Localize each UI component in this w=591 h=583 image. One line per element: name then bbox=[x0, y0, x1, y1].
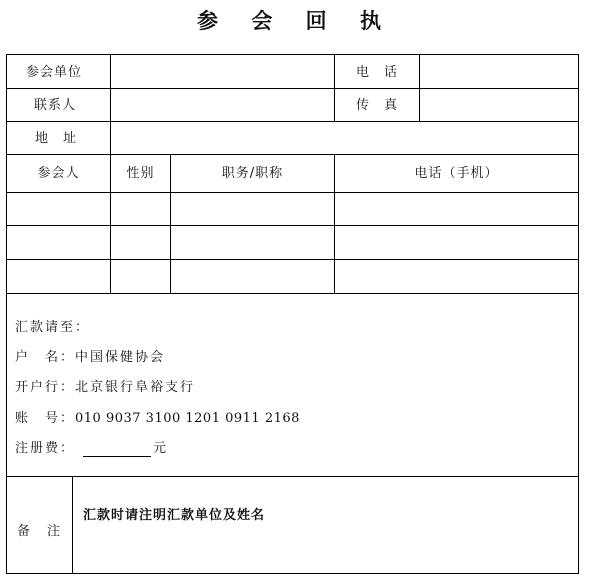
bank-label: 开户行： bbox=[15, 380, 76, 395]
attendee-gender-cell[interactable] bbox=[111, 260, 169, 292]
fee-unit: 元 bbox=[153, 441, 169, 456]
account-no-value: 010 9037 3100 1201 0911 2168 bbox=[75, 411, 300, 426]
remarks-label: 备 注 bbox=[17, 524, 63, 539]
attendee-header-name: 参会人 bbox=[37, 166, 80, 181]
attendee-gender-cell[interactable] bbox=[111, 193, 169, 224]
bank-line bbox=[15, 380, 195, 396]
contact-label: 联系人 bbox=[34, 98, 77, 113]
attendee-name-cell[interactable] bbox=[8, 193, 109, 224]
row-divider bbox=[7, 293, 578, 294]
attendee-title-cell[interactable] bbox=[171, 260, 333, 292]
reply-form-table bbox=[6, 54, 579, 574]
attendee-mobile-cell[interactable] bbox=[335, 226, 577, 258]
account-name-line bbox=[15, 350, 165, 366]
address-label: 地 址 bbox=[35, 131, 78, 146]
contact-field[interactable] bbox=[111, 89, 333, 120]
remarks-text: 汇款时请注明汇款单位及姓名 bbox=[83, 508, 266, 523]
attendee-mobile-cell[interactable] bbox=[335, 193, 577, 224]
attendee-mobile-cell[interactable] bbox=[335, 260, 577, 292]
account-name-label: 户 名： bbox=[15, 350, 76, 365]
unit-field[interactable] bbox=[111, 56, 333, 87]
attendee-name-cell[interactable] bbox=[8, 226, 109, 258]
account-no-label: 账 号： bbox=[15, 411, 76, 426]
attendee-title-cell[interactable] bbox=[171, 226, 333, 258]
phone-label: 电 话 bbox=[355, 65, 398, 80]
phone-field[interactable] bbox=[420, 56, 577, 87]
attendee-header-title: 职务/职称 bbox=[221, 166, 284, 181]
account-name-value: 中国保健协会 bbox=[75, 350, 166, 365]
account-no-line bbox=[15, 411, 300, 427]
row-divider bbox=[7, 476, 578, 477]
bank-value: 北京银行阜裕支行 bbox=[75, 380, 196, 395]
attendee-title-cell[interactable] bbox=[171, 193, 333, 224]
fax-field[interactable] bbox=[420, 89, 577, 120]
row-divider bbox=[7, 154, 578, 155]
unit-label: 参会单位 bbox=[26, 65, 83, 80]
fee-line bbox=[15, 441, 168, 457]
fee-blank-field[interactable] bbox=[83, 442, 151, 457]
form-title: 参 会 回 执 bbox=[197, 8, 394, 33]
attendee-header-mobile: 电话（手机） bbox=[414, 166, 499, 181]
attendee-name-cell[interactable] bbox=[8, 260, 109, 292]
address-field[interactable] bbox=[111, 122, 577, 153]
col-divider bbox=[72, 476, 73, 573]
attendee-header-gender: 性别 bbox=[126, 166, 155, 181]
attendee-gender-cell[interactable] bbox=[111, 226, 169, 258]
payment-heading: 汇款请至： bbox=[15, 320, 91, 335]
fee-label: 注册费： bbox=[15, 441, 76, 456]
fax-label: 传 真 bbox=[355, 98, 398, 113]
